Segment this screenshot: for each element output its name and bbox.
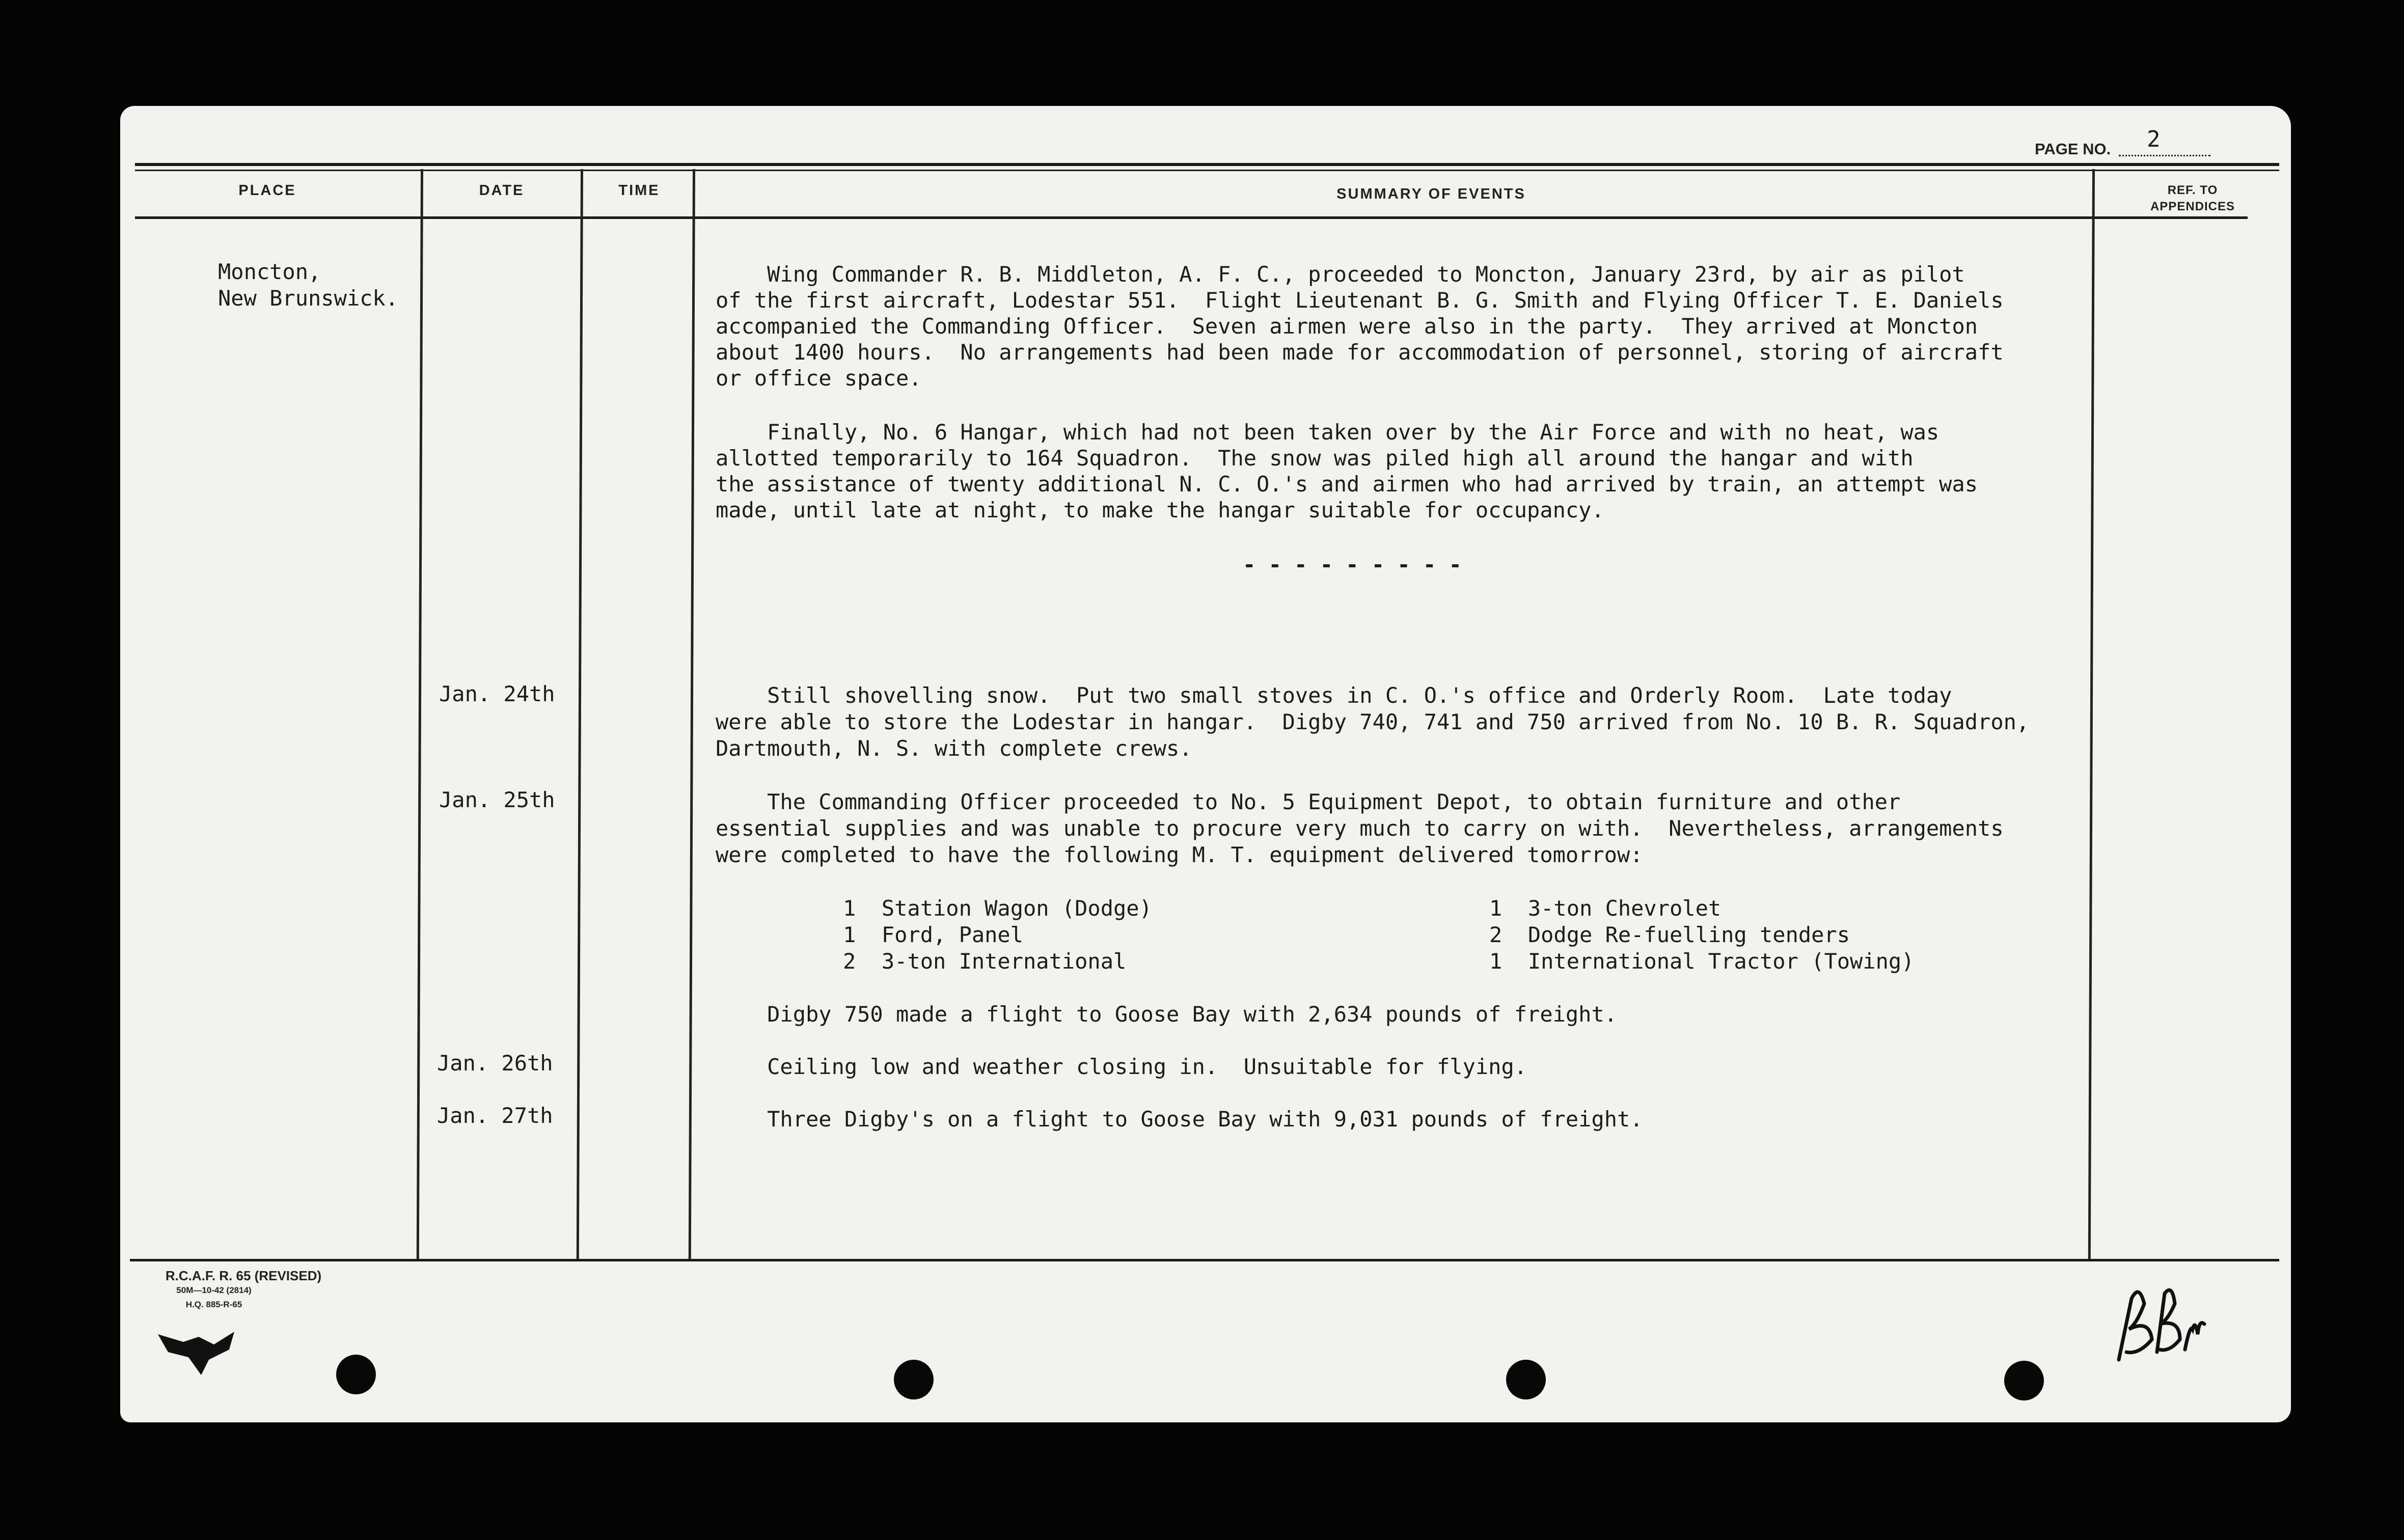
date-jan-27: Jan. 27th bbox=[437, 1103, 553, 1128]
page-number-label: PAGE NO. bbox=[2035, 140, 2111, 158]
ink-blot bbox=[153, 1314, 255, 1380]
entry-p1-line-2: of the first aircraft, Lodestar 551. Flight Lieutenant B. G. Smith and Flying Officer T. E. Daniels bbox=[716, 288, 2004, 313]
header-appendices: APPENDICES bbox=[2150, 200, 2235, 213]
entry-p1-line-4: about 1400 hours. No arrangements had been made for accommodation of personnel, storing of aircraft bbox=[716, 340, 2004, 365]
entry-p1-line-1: Wing Commander R. B. Middleton, A. F. C., proceeded to Moncton, January 23rd, by air as pilot bbox=[716, 262, 1965, 287]
form-id-line-3: H.Q. 885-R-65 bbox=[185, 1300, 242, 1309]
equipment-left-1: 1 Station Wagon (Dodge) bbox=[843, 896, 1152, 921]
date-jan-26: Jan. 26th bbox=[437, 1051, 553, 1076]
entry-p1-line-5: or office space. bbox=[716, 366, 922, 391]
header-top-rule bbox=[135, 163, 2279, 166]
entry-p2-line-1: Finally, No. 6 Hangar, which had not been taken over by the Air Force and with no heat, was bbox=[716, 420, 1939, 445]
entry-jan25-line-1: The Commanding Officer proceeded to No. 5 Equipment Depot, to obtain furniture and other bbox=[716, 789, 1901, 814]
header-ref: REF. TO bbox=[2167, 183, 2218, 197]
header-date: DATE bbox=[479, 182, 525, 199]
form-id-line-1: R.C.A.F. R. 65 (REVISED) bbox=[165, 1268, 322, 1283]
entry-digby-750: Digby 750 made a flight to Goose Bay with 2,634 pounds of freight. bbox=[716, 1002, 1618, 1027]
entry-jan25-line-2: essential supplies and was unable to procure very much to carry on with. Nevertheless, arrangements bbox=[716, 816, 2004, 841]
entry-p1-line-3: accompanied the Commanding Officer. Seven airmen were also in the party. They arrived at Moncton bbox=[716, 314, 1978, 339]
entry-jan24-line-3: Dartmouth, N. S. with complete crews. bbox=[716, 736, 1192, 761]
entry-separator: - - - - - - - - - bbox=[1243, 552, 1462, 577]
entry-p2-line-3: the assistance of twenty additional N. C. O.'s and airmen who had arrived by train, an attempt was bbox=[716, 472, 1978, 497]
entry-jan25-line-3: were completed to have the following M. T. equipment delivered tomorrow: bbox=[716, 842, 1643, 867]
binder-hole-right bbox=[1506, 1360, 1546, 1399]
date-jan-24: Jan. 24th bbox=[439, 681, 555, 706]
binder-hole-left bbox=[336, 1355, 376, 1394]
date-jan-25: Jan. 25th bbox=[439, 787, 555, 812]
binder-hole-far-right bbox=[2004, 1361, 2044, 1400]
equipment-right-3: 1 International Tractor (Towing) bbox=[1489, 949, 1915, 974]
entry-jan26: Ceiling low and weather closing in. Unsuitable for flying. bbox=[716, 1054, 1527, 1079]
entry-jan24-line-1: Still shovelling snow. Put two small stoves in C. O.'s office and Orderly Room. Late today bbox=[716, 683, 1952, 708]
place-line-1: Moncton, bbox=[218, 259, 321, 284]
page-number-dots bbox=[2119, 155, 2210, 156]
footer-rule bbox=[130, 1259, 2279, 1261]
entry-jan24-line-2: were able to store the Lodestar in hangar. Digby 740, 741 and 750 arrived from No. 10 B. R. Squadron, bbox=[716, 709, 2030, 734]
header-summary: SUMMARY OF EVENTS bbox=[1336, 186, 1526, 202]
equipment-left-3: 2 3-ton International bbox=[843, 949, 1127, 974]
equipment-left-2: 1 Ford, Panel bbox=[843, 922, 1024, 947]
equipment-right-2: 2 Dodge Re-fuelling tenders bbox=[1489, 922, 1850, 947]
entry-p2-line-2: allotted temporarily to 164 Squadron. The snow was piled high all around the hangar and with bbox=[716, 446, 1914, 471]
binder-hole-center bbox=[894, 1360, 934, 1399]
handwritten-initials bbox=[2109, 1263, 2210, 1375]
header-time: TIME bbox=[618, 182, 660, 199]
place-line-2: New Brunswick. bbox=[218, 286, 399, 311]
header-place: PLACE bbox=[238, 182, 296, 199]
header-top-rule-thin bbox=[135, 170, 2279, 171]
header-bottom-rule bbox=[135, 216, 2248, 219]
page-number: 2 bbox=[2147, 126, 2161, 152]
entry-p2-line-4: made, until late at night, to make the hangar suitable for occupancy. bbox=[716, 498, 1604, 522]
entry-jan27: Three Digby's on a flight to Goose Bay with 9,031 pounds of freight. bbox=[716, 1107, 1643, 1132]
form-id-line-2: 50M—10-42 (2814) bbox=[176, 1285, 252, 1295]
equipment-right-1: 1 3-ton Chevrolet bbox=[1489, 896, 1722, 921]
